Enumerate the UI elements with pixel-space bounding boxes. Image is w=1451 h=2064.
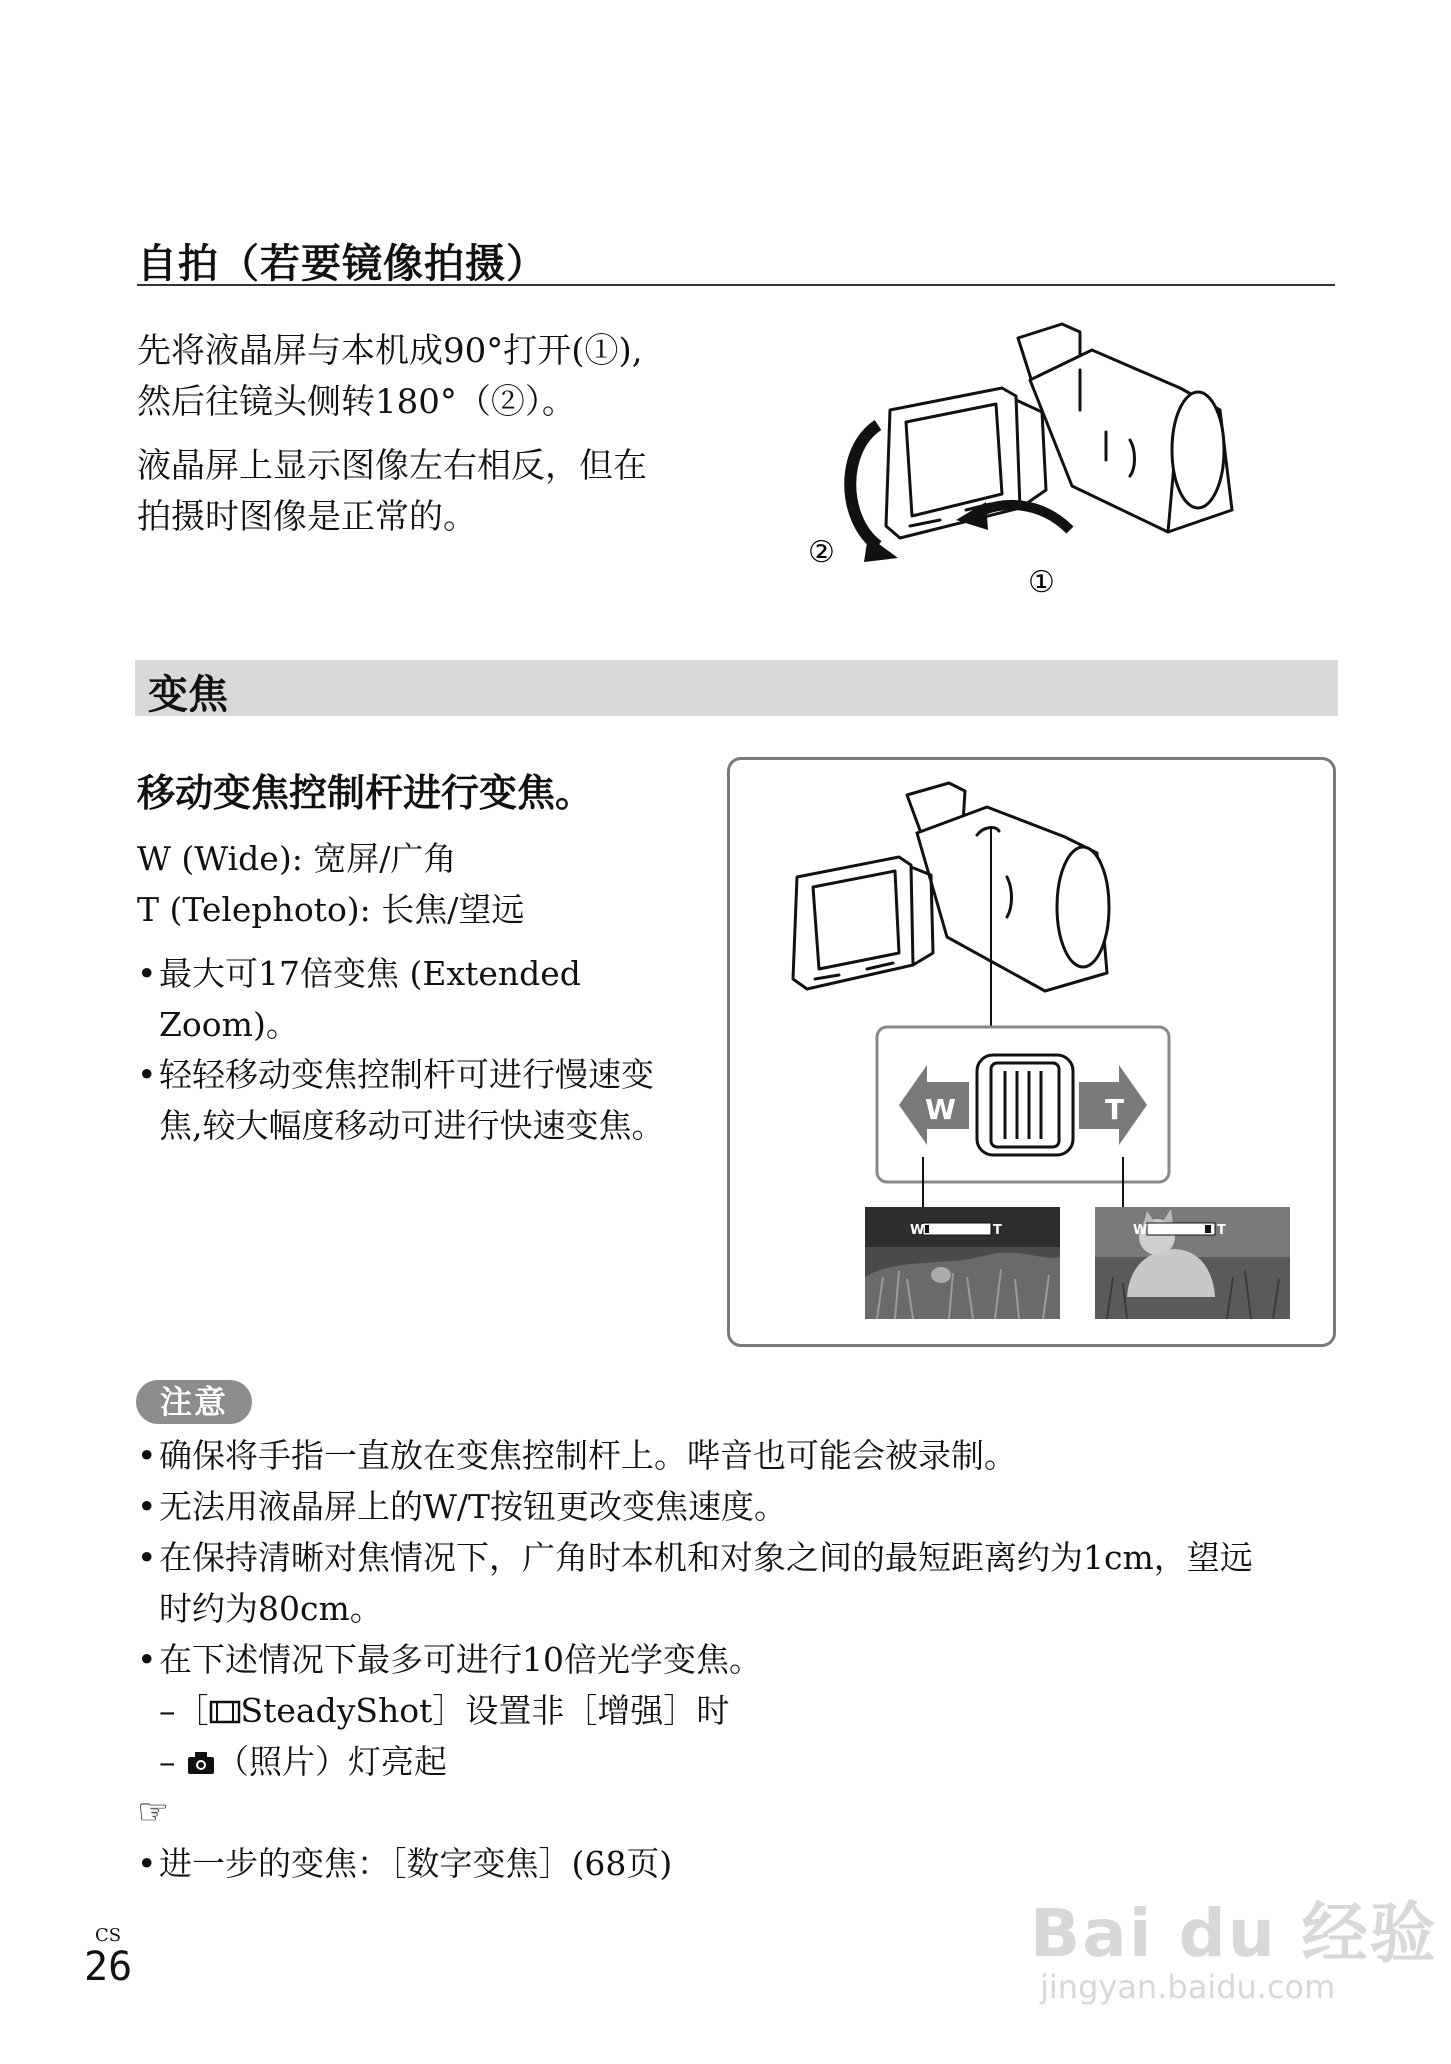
reference-hand-icon: ☞	[137, 1792, 170, 1833]
zoom-bar-w: W	[1133, 1223, 1148, 1238]
reference-text: 进一步的变焦：［数字变焦］(68页)	[159, 1844, 673, 1883]
camera-photo-icon	[186, 1750, 216, 1776]
baidu-watermark-url: jingyan.baidu.com	[1040, 1968, 1336, 2006]
notes-list	[137, 1430, 1357, 1889]
lever-t-label: T	[1105, 1093, 1125, 1126]
note-item: • 确保将手指一直放在变焦控制杆上。哔音也可能会被录制。	[137, 1436, 1017, 1475]
zoom-bar-w: W	[910, 1223, 925, 1238]
zoom-wide-definition: W (Wide): 宽屏/广角	[137, 839, 457, 878]
baidu-watermark: Bai du 经验	[1030, 1895, 1438, 1972]
page-language-code: CS	[95, 1925, 122, 1946]
camcorder-selfie-illustration	[780, 300, 1260, 600]
reference-item: • 进一步的变焦：［数字变焦］(68页)	[137, 1844, 673, 1883]
bullet-dot: •	[137, 954, 157, 993]
page-number: 26	[84, 1944, 133, 1990]
selfie-note-line-1: 液晶屏上显示图像左右相反，但在	[137, 446, 647, 486]
note-text: 在下述情况下最多可进行10倍光学变焦。	[159, 1640, 762, 1679]
section-title-selfie: 自拍（若要镜像拍摄）	[137, 241, 547, 287]
selfie-instructions	[137, 326, 643, 428]
bullet-text-line-2: 焦,较大幅度移动可进行快速变焦。	[159, 1106, 665, 1145]
fig-label-1: ①	[1028, 565, 1055, 600]
note-text: 在保持清晰对焦情况下，广角时本机和对象之间的最短距离约为1cm，望远	[159, 1538, 1253, 1577]
selfie-line-1: 先将液晶屏与本机成90°打开(①),	[137, 331, 643, 371]
note-text-cont: 时约为80cm。	[159, 1589, 383, 1628]
zoom-tele-definition: T (Telephoto): 长焦/望远	[137, 890, 525, 929]
bullet-text-line-1: 最大可17倍变焦 (Extended	[159, 954, 581, 993]
selfie-note	[137, 441, 647, 543]
lever-w-label: W	[925, 1093, 956, 1126]
note-item: • 无法用液晶屏上的W/T按钮更改变焦速度。	[137, 1487, 788, 1526]
film-steadyshot-icon	[209, 1698, 241, 1726]
note-item: • 在保持清晰对焦情况下，广角时本机和对象之间的最短距离约为1cm，望远 时约为80cm。	[137, 1538, 1253, 1628]
section-divider	[137, 284, 1335, 286]
bullet-dot: •	[137, 1055, 157, 1094]
selfie-note-line-2: 拍摄时图像是正常的。	[137, 497, 477, 537]
selfie-line-2: 然后往镜头侧转180°（②）。	[137, 382, 576, 422]
note-text: 无法用液晶屏上的W/T按钮更改变焦速度。	[159, 1487, 788, 1526]
wide-photo	[865, 1207, 1060, 1319]
tele-photo	[1095, 1207, 1290, 1319]
section-header-band	[135, 660, 1338, 716]
zoom-subtitle: 移动变焦控制杆进行变焦。	[137, 771, 594, 815]
note-subitem-steadyshot	[137, 1685, 1357, 1736]
zoom-bar-t: T	[1217, 1223, 1226, 1238]
fig-label-2: ②	[808, 535, 835, 570]
note-text: 确保将手指一直放在变焦控制杆上。哔音也可能会被录制。	[159, 1436, 1017, 1475]
dash-text: SteadyShot］设置非［增强］时	[240, 1691, 730, 1730]
dash-text: （照片）灯亮起	[216, 1742, 447, 1781]
zoom-bullet-speed	[137, 1049, 665, 1151]
note-item: • 在下述情况下最多可进行10倍光学变焦。	[137, 1640, 762, 1679]
zoom-lever-illustration	[727, 757, 1336, 1347]
zoom-bullet-max	[137, 948, 581, 1050]
zoom-bar-t: T	[993, 1223, 1002, 1238]
bullet-text-line-2: Zoom)。	[159, 1005, 299, 1044]
bullet-text-line-1: 轻轻移动变焦控制杆可进行慢速变	[159, 1055, 654, 1094]
note-badge: 注意	[136, 1380, 252, 1424]
note-subitem-photo: – （照片）灯亮起	[159, 1742, 447, 1781]
dash-prefix: –［	[159, 1691, 209, 1730]
section-title-zoom: 变焦	[148, 672, 228, 718]
